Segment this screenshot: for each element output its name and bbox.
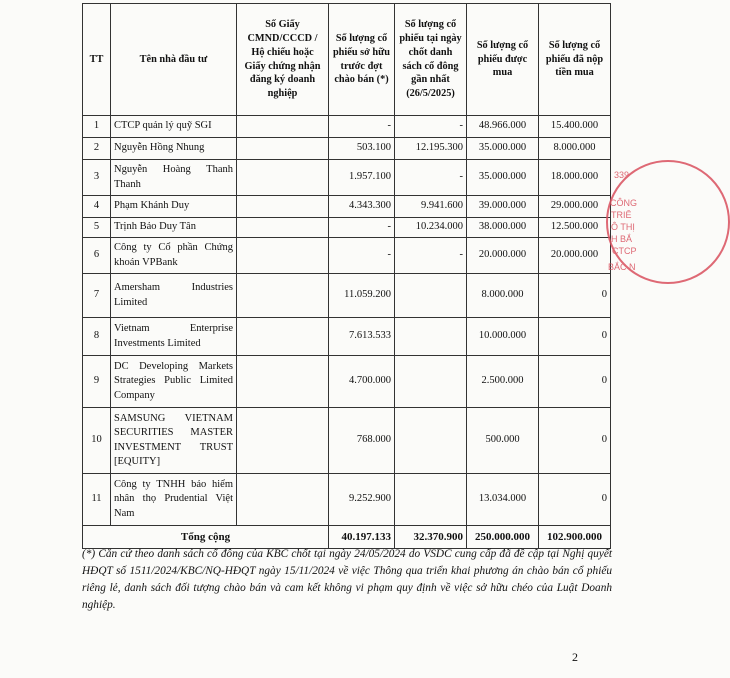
cell-id bbox=[237, 160, 329, 196]
cell-offered: 2.500.000 bbox=[467, 356, 539, 408]
cell-record bbox=[395, 274, 467, 318]
stamp-text: Ô THỊ bbox=[611, 222, 635, 232]
total-before: 40.197.133 bbox=[329, 526, 395, 549]
cell-name: Nguyễn Hồng Nhung bbox=[111, 138, 237, 160]
cell-paid: 12.500.000 bbox=[539, 218, 611, 238]
cell-id bbox=[237, 138, 329, 160]
table-row bbox=[83, 274, 611, 318]
table-row bbox=[83, 408, 611, 474]
header-shares-before: Số lượng cổ phiếu sở hữu trước đợt chào bán (*) bbox=[329, 4, 395, 116]
cell-tt: 2 bbox=[83, 138, 111, 160]
cell-record bbox=[395, 474, 467, 526]
cell-before: 9.252.900 bbox=[329, 474, 395, 526]
cell-tt: 10 bbox=[83, 408, 111, 474]
investor-table bbox=[82, 3, 611, 549]
cell-record: - bbox=[395, 116, 467, 138]
cell-before: - bbox=[329, 116, 395, 138]
cell-record: 9.941.600 bbox=[395, 196, 467, 218]
header-id-number: Số Giấy CMND/CCCD / Hộ chiếu hoặc Giấy chứng nhận đăng ký doanh nghiệp bbox=[237, 4, 329, 116]
table-row bbox=[83, 218, 611, 238]
cell-tt: 8 bbox=[83, 318, 111, 356]
stamp-text: H BẮ bbox=[611, 234, 633, 244]
cell-paid: 0 bbox=[539, 408, 611, 474]
cell-tt: 6 bbox=[83, 238, 111, 274]
cell-offered: 8.000.000 bbox=[467, 274, 539, 318]
cell-paid: 0 bbox=[539, 318, 611, 356]
table-header-row bbox=[83, 4, 611, 116]
cell-record: 10.234.000 bbox=[395, 218, 467, 238]
table-row bbox=[83, 356, 611, 408]
cell-paid: 0 bbox=[539, 474, 611, 526]
cell-paid: 8.000.000 bbox=[539, 138, 611, 160]
stamp-text: 339 bbox=[614, 170, 630, 180]
cell-paid: 29.000.000 bbox=[539, 196, 611, 218]
header-shares-paid: Số lượng cổ phiếu đã nộp tiền mua bbox=[539, 4, 611, 116]
cell-before: 4.700.000 bbox=[329, 356, 395, 408]
cell-name: CTCP quản lý quỹ SGI bbox=[111, 116, 237, 138]
total-record: 32.370.900 bbox=[395, 526, 467, 549]
cell-paid: 15.400.000 bbox=[539, 116, 611, 138]
header-shares-record-date: Số lượng cổ phiếu tại ngày chốt danh sách cổ đông gần nhất (26/5/2025) bbox=[395, 4, 467, 116]
total-paid: 102.900.000 bbox=[539, 526, 611, 549]
table-row bbox=[83, 160, 611, 196]
total-offered: 250.000.000 bbox=[467, 526, 539, 549]
cell-id bbox=[237, 318, 329, 356]
cell-offered: 39.000.000 bbox=[467, 196, 539, 218]
cell-id bbox=[237, 116, 329, 138]
cell-before: 1.957.100 bbox=[329, 160, 395, 196]
cell-before: - bbox=[329, 218, 395, 238]
table-row bbox=[83, 196, 611, 218]
cell-id bbox=[237, 218, 329, 238]
cell-offered: 20.000.000 bbox=[467, 238, 539, 274]
footnote: (*) Căn cứ theo danh sách cổ đông của KBC chốt tại ngày 24/05/2024 do VSDC cung cấp đã đề cập tại Nghị quyết HĐQT số 1511/2024/KBC/NQ-HĐQT ngày 15/11/2024 về việc Thông qua triển khai phương án chào bán cổ phiếu riêng lẻ, danh sách đối tượng chào bán và cam kết không vi phạm quy định về việc sở hữu chéo của Luật Doanh nghiệp. bbox=[82, 548, 612, 611]
cell-record bbox=[395, 408, 467, 474]
cell-before: 4.343.300 bbox=[329, 196, 395, 218]
cell-offered: 48.966.000 bbox=[467, 116, 539, 138]
cell-offered: 13.034.000 bbox=[467, 474, 539, 526]
cell-id bbox=[237, 238, 329, 274]
stamp-text: CÔNG bbox=[610, 198, 637, 208]
cell-offered: 10.000.000 bbox=[467, 318, 539, 356]
cell-before: 11.059.200 bbox=[329, 274, 395, 318]
header-investor-name: Tên nhà đầu tư bbox=[111, 4, 237, 116]
cell-record bbox=[395, 356, 467, 408]
cell-record: - bbox=[395, 238, 467, 274]
cell-offered: 38.000.000 bbox=[467, 218, 539, 238]
cell-paid: 18.000.000 bbox=[539, 160, 611, 196]
table-row bbox=[83, 238, 611, 274]
cell-id bbox=[237, 356, 329, 408]
cell-record: 12.195.300 bbox=[395, 138, 467, 160]
cell-name: Công ty TNHH bảo hiểm nhân thọ Prudential Việt Nam bbox=[111, 474, 237, 526]
stamp-text: BẮC N bbox=[608, 262, 636, 272]
cell-tt: 5 bbox=[83, 218, 111, 238]
cell-name: Amersham Industries Limited bbox=[111, 274, 237, 318]
cell-tt: 3 bbox=[83, 160, 111, 196]
total-label: Tổng cộng bbox=[83, 526, 329, 549]
cell-name: Vietnam Enterprise Investments Limited bbox=[111, 318, 237, 356]
header-shares-offered: Số lượng cổ phiếu được mua bbox=[467, 4, 539, 116]
cell-record bbox=[395, 318, 467, 356]
cell-id bbox=[237, 196, 329, 218]
cell-name: SAMSUNG VIETNAM SECURITIES MASTER INVESTMENT TRUST [EQUITY] bbox=[111, 408, 237, 474]
cell-tt: 9 bbox=[83, 356, 111, 408]
header-tt: TT bbox=[83, 4, 111, 116]
cell-id bbox=[237, 274, 329, 318]
cell-name: Phạm Khánh Duy bbox=[111, 196, 237, 218]
cell-paid: 20.000.000 bbox=[539, 238, 611, 274]
table-row bbox=[83, 116, 611, 138]
cell-offered: 35.000.000 bbox=[467, 160, 539, 196]
table-row bbox=[83, 138, 611, 160]
table-row bbox=[83, 318, 611, 356]
cell-tt: 11 bbox=[83, 474, 111, 526]
cell-before: 7.613.533 bbox=[329, 318, 395, 356]
cell-paid: 0 bbox=[539, 274, 611, 318]
cell-name: Công ty Cổ phần Chứng khoán VPBank bbox=[111, 238, 237, 274]
cell-tt: 7 bbox=[83, 274, 111, 318]
stamp-text: TRIÊ bbox=[611, 210, 632, 220]
cell-paid: 0 bbox=[539, 356, 611, 408]
cell-tt: 1 bbox=[83, 116, 111, 138]
cell-offered: 35.000.000 bbox=[467, 138, 539, 160]
cell-name: Nguyễn Hoàng Thanh Thanh bbox=[111, 160, 237, 196]
cell-offered: 500.000 bbox=[467, 408, 539, 474]
cell-tt: 4 bbox=[83, 196, 111, 218]
cell-before: 503.100 bbox=[329, 138, 395, 160]
cell-record: - bbox=[395, 160, 467, 196]
cell-name: DC Developing Markets Strategies Public Limited Company bbox=[111, 356, 237, 408]
page-number: 2 bbox=[572, 650, 578, 664]
cell-id bbox=[237, 474, 329, 526]
stamp-text: CTCP bbox=[612, 246, 637, 256]
cell-id bbox=[237, 408, 329, 474]
company-stamp bbox=[606, 160, 730, 284]
table-row bbox=[83, 474, 611, 526]
cell-before: - bbox=[329, 238, 395, 274]
cell-before: 768.000 bbox=[329, 408, 395, 474]
cell-name: Trịnh Bảo Duy Tân bbox=[111, 218, 237, 238]
